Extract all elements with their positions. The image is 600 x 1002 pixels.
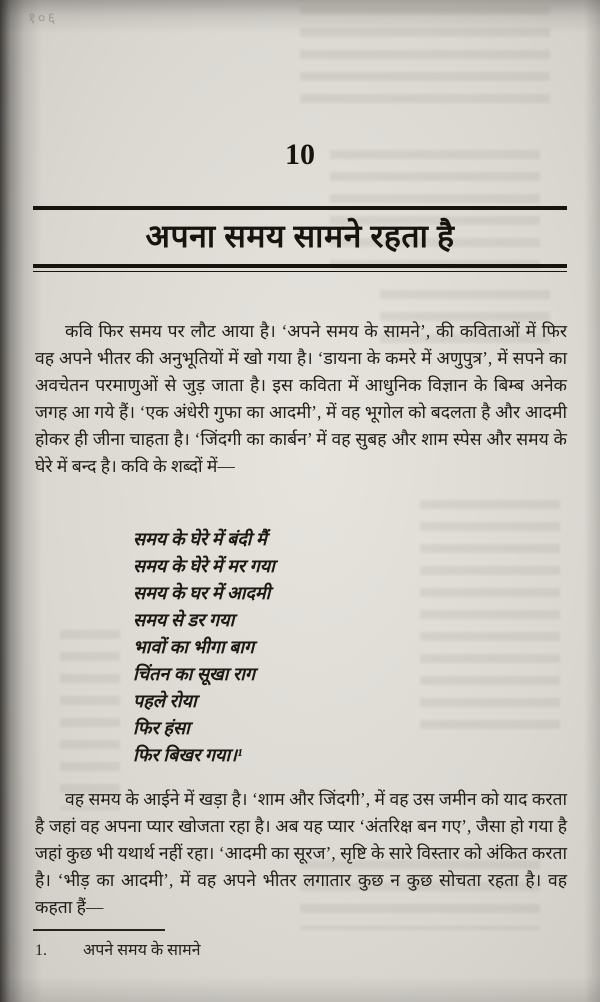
body-paragraph-1 [35, 318, 567, 480]
poem-line: समय के घेरे में मर गया [133, 556, 275, 576]
poem-line: फिर हंसा [133, 718, 190, 738]
poem-line: समय के घेरे में बंदी मैं [133, 529, 267, 549]
title-rule-top [33, 206, 567, 210]
body-paragraph-1-text: कवि फिर समय पर लौट आया है। ‘अपने समय के सामने’, की कविताओं में फिर वह अपने भीतर की अनुभूतियों में खो गया है। ‘डायना के कमरे में अणुपुत्र’, में सपने का अवचेतन परमाणुओं से जुड़ जाता है। इस कविता में आधुनिक विज्ञान के बिम्ब अनेक जगह आ गये हैं। ‘एक अंधेरी गुफा का आदमी’, में वह भूगोल को बदलता है और आदमी होकर ही जीना चाहता है। ‘जिंदगी का कार्बन’ में वह सुबह और शाम स्पेस और समय के घेरे में बन्द है। कवि के शब्दों में— [35, 321, 567, 476]
poem-line: भावों का भीगा बाग [133, 637, 255, 657]
footnote-separator-rule [33, 929, 165, 931]
title-rule-bottom [33, 264, 567, 273]
faint-page-number: १०६ [28, 11, 58, 27]
poem-block [133, 526, 560, 769]
footnote-text: अपने समय के सामने [83, 942, 201, 959]
poem-line: समय के घर में आदमी [133, 583, 271, 603]
bleed-through-smudge [300, 6, 550, 106]
chapter-number: 10 [285, 138, 315, 171]
body-paragraph-2-text: वह समय के आईने में खड़ा है। ‘शाम और जिंदगी’, में वह उस जमीन को याद करता है जहां वह अपना प्यार खोजता रहा है। अब यह प्यार ‘अंतरिक्ष बन गए’, जैसा हो गया है जहां कुछ भी यथार्थ नहीं रहा। ‘आदमी का सूरज’, सृष्टि के सारे विस्तार को अंकित करता है। ‘भीड़ का आदमी’, में वह अपने भीतर लगातार कुछ न कुछ सोचता रहता है। वह कहता हैं— [35, 789, 567, 917]
footnote [35, 938, 560, 960]
poem-line: चिंतन का सूखा राग [133, 664, 256, 684]
bleed-through-smudge [60, 630, 120, 810]
chapter-title: अपना समय सामने रहता है [145, 218, 455, 254]
title-rule-bottom-thin [33, 271, 567, 272]
title-rule-bottom-thick [33, 264, 567, 268]
body-paragraph-2 [35, 786, 567, 921]
poem-line: फिर बिखर गया।¹ [133, 745, 243, 765]
poem-line: पहले रोया [133, 691, 197, 711]
poem-line: समय से डर गया [133, 610, 235, 630]
footnote-marker: 1. [35, 942, 47, 959]
